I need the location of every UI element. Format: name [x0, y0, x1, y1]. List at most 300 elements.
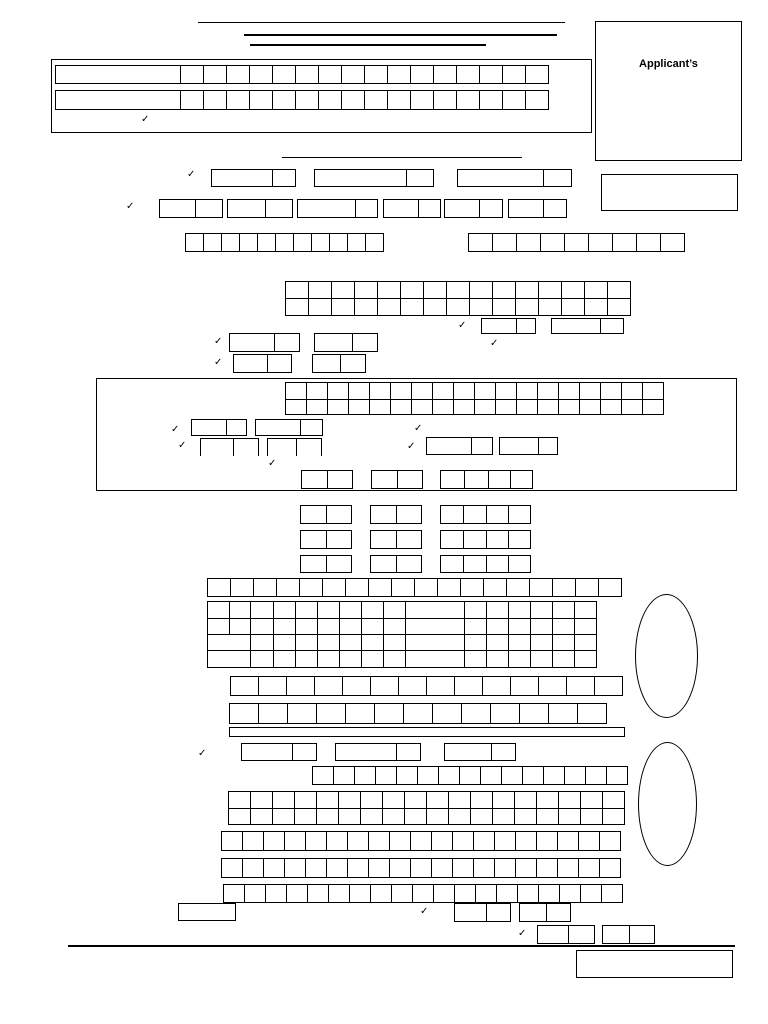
entry-cell[interactable] — [263, 831, 285, 851]
entry-cell[interactable] — [361, 634, 384, 651]
entry-cell[interactable] — [286, 884, 308, 903]
field-group[interactable] — [255, 419, 322, 436]
entry-cell[interactable] — [272, 808, 295, 825]
entry-cell[interactable] — [412, 884, 434, 903]
entry-cell[interactable] — [516, 399, 538, 415]
entry-cell[interactable] — [272, 65, 296, 84]
entry-cell[interactable] — [410, 65, 434, 84]
entry-cell[interactable] — [375, 766, 397, 785]
entry-cell[interactable] — [295, 601, 318, 619]
entry-cell[interactable] — [229, 333, 275, 352]
entry-cell[interactable] — [574, 618, 597, 635]
date-group[interactable] — [227, 199, 292, 218]
entry-cell[interactable] — [432, 399, 454, 415]
entry-cell[interactable] — [492, 808, 515, 825]
year-group[interactable] — [440, 530, 530, 549]
entry-cell[interactable] — [546, 903, 571, 922]
date-group[interactable] — [297, 199, 377, 218]
entry-cell[interactable] — [382, 808, 405, 825]
entry-cell[interactable] — [457, 169, 544, 187]
entry-cell[interactable] — [423, 281, 447, 299]
entry-cell[interactable] — [203, 90, 227, 110]
entry-cell[interactable] — [564, 233, 589, 252]
entry-cell[interactable] — [55, 65, 181, 84]
entry-cell[interactable] — [326, 555, 352, 573]
entry-cell[interactable] — [468, 233, 493, 252]
entry-cell[interactable] — [495, 382, 517, 400]
cell-row[interactable] — [468, 233, 684, 252]
field-group[interactable] — [191, 419, 246, 436]
entry-cell[interactable] — [486, 903, 511, 922]
entry-cell[interactable] — [515, 858, 537, 878]
field-group[interactable] — [537, 925, 594, 944]
entry-cell[interactable] — [452, 858, 474, 878]
entry-cell[interactable] — [294, 808, 317, 825]
entry-cell[interactable] — [516, 233, 541, 252]
entry-cell[interactable] — [433, 884, 455, 903]
entry-cell[interactable] — [431, 831, 453, 851]
entry-cell[interactable] — [538, 437, 558, 455]
entry-cell[interactable] — [398, 676, 427, 696]
entry-cell[interactable] — [480, 766, 502, 785]
cell-row[interactable] — [223, 884, 622, 903]
entry-cell[interactable] — [265, 199, 293, 218]
open-field-group[interactable] — [200, 438, 258, 456]
entry-cell[interactable] — [383, 199, 419, 218]
entry-cell[interactable] — [397, 470, 423, 489]
entry-cell[interactable] — [239, 233, 258, 252]
field-group[interactable] — [229, 333, 299, 352]
entry-cell[interactable] — [495, 399, 517, 415]
entry-cell[interactable] — [508, 634, 531, 651]
entry-cell[interactable] — [561, 298, 585, 316]
cell-row[interactable] — [285, 281, 630, 299]
entry-cell[interactable] — [474, 399, 496, 415]
entry-cell[interactable] — [295, 634, 318, 651]
entry-cell[interactable] — [464, 470, 489, 489]
entry-cell[interactable] — [486, 634, 509, 651]
entry-cell[interactable] — [446, 298, 470, 316]
entry-cell[interactable] — [601, 884, 623, 903]
date-group[interactable] — [370, 530, 421, 549]
entry-cell[interactable] — [314, 676, 343, 696]
entry-cell[interactable] — [383, 634, 406, 651]
entry-cell[interactable] — [607, 281, 631, 299]
entry-cell[interactable] — [525, 90, 549, 110]
date-group[interactable] — [370, 505, 421, 524]
entry-cell[interactable] — [459, 766, 481, 785]
entry-cell[interactable] — [242, 858, 264, 878]
entry-cell[interactable] — [314, 333, 353, 352]
address-row-3[interactable] — [207, 634, 596, 651]
entry-cell[interactable] — [460, 578, 484, 597]
entry-cell[interactable] — [387, 65, 411, 84]
entry-cell[interactable] — [295, 618, 318, 635]
entry-cell[interactable] — [265, 884, 287, 903]
entry-cell[interactable] — [339, 650, 362, 668]
entry-cell[interactable] — [404, 791, 427, 809]
entry-cell[interactable] — [354, 298, 378, 316]
entry-cell[interactable] — [538, 281, 562, 299]
entry-cell[interactable] — [566, 676, 595, 696]
entry-cell[interactable] — [207, 578, 231, 597]
entry-cell[interactable] — [508, 530, 531, 549]
entry-cell[interactable] — [433, 90, 457, 110]
date-group[interactable] — [383, 199, 440, 218]
entry-cell[interactable] — [365, 233, 384, 252]
entry-cell[interactable] — [642, 382, 664, 400]
entry-cell[interactable] — [517, 884, 539, 903]
entry-cell[interactable] — [568, 925, 595, 944]
entry-cell[interactable] — [229, 703, 259, 724]
entry-cell[interactable] — [538, 298, 562, 316]
entry-cell[interactable] — [536, 791, 559, 809]
entry-cell[interactable] — [492, 281, 516, 299]
entry-cell[interactable] — [257, 233, 276, 252]
entry-cell[interactable] — [347, 858, 369, 878]
entry-cell[interactable] — [295, 65, 319, 84]
entry-cell[interactable] — [536, 808, 559, 825]
entry-cell[interactable] — [599, 831, 621, 851]
entry-cell[interactable] — [355, 199, 378, 218]
entry-cell[interactable] — [354, 766, 376, 785]
address-row-4[interactable] — [207, 650, 596, 668]
entry-cell[interactable] — [491, 743, 516, 761]
entry-cell[interactable] — [426, 791, 449, 809]
entry-cell[interactable] — [328, 884, 350, 903]
cell-row[interactable] — [285, 298, 630, 316]
entry-cell[interactable] — [543, 766, 565, 785]
date-group[interactable] — [370, 555, 421, 573]
field-group[interactable] — [335, 743, 420, 761]
entry-cell[interactable] — [492, 233, 517, 252]
entry-cell[interactable] — [437, 578, 461, 597]
entry-cell[interactable] — [502, 65, 526, 84]
entry-cell[interactable] — [391, 884, 413, 903]
entry-cell[interactable] — [580, 791, 603, 809]
entry-cell[interactable] — [207, 634, 251, 651]
entry-cell[interactable] — [339, 601, 362, 619]
entry-cell[interactable] — [538, 884, 560, 903]
field-group[interactable] — [551, 318, 623, 334]
entry-cell[interactable] — [552, 578, 576, 597]
cell-row[interactable] — [207, 578, 621, 597]
entry-cell[interactable] — [316, 808, 339, 825]
entry-cell[interactable] — [317, 601, 340, 619]
entry-cell[interactable] — [431, 858, 453, 878]
entry-cell[interactable] — [548, 703, 578, 724]
entry-cell[interactable] — [390, 382, 412, 400]
entry-cell[interactable] — [454, 884, 476, 903]
entry-cell[interactable] — [558, 791, 581, 809]
entry-cell[interactable] — [486, 555, 509, 573]
entry-cell[interactable] — [404, 808, 427, 825]
entry-cell[interactable] — [249, 90, 273, 110]
entry-cell[interactable] — [180, 65, 204, 84]
entry-cell[interactable] — [552, 618, 575, 635]
entry-cell[interactable] — [229, 618, 251, 635]
entry-cell[interactable] — [621, 382, 643, 400]
field-group[interactable] — [481, 318, 535, 334]
entry-cell[interactable] — [494, 831, 516, 851]
entry-cell[interactable] — [410, 90, 434, 110]
entry-cell[interactable] — [221, 233, 240, 252]
entry-cell[interactable] — [488, 470, 511, 489]
entry-cell[interactable] — [464, 601, 487, 619]
entry-cell[interactable] — [396, 555, 422, 573]
entry-cell[interactable] — [300, 555, 327, 573]
entry-cell[interactable] — [475, 884, 497, 903]
entry-cell[interactable] — [327, 399, 349, 415]
entry-cell[interactable] — [406, 169, 434, 187]
entry-cell[interactable] — [621, 399, 643, 415]
entry-cell[interactable] — [292, 743, 317, 761]
field-group[interactable] — [233, 354, 291, 373]
entry-cell[interactable] — [308, 298, 332, 316]
entry-cell[interactable] — [574, 634, 597, 651]
entry-cell[interactable] — [317, 618, 340, 635]
entry-cell[interactable] — [370, 530, 397, 549]
entry-cell[interactable] — [339, 634, 362, 651]
year-group[interactable] — [440, 555, 530, 573]
entry-cell[interactable] — [444, 199, 480, 218]
entry-cell[interactable] — [464, 650, 487, 668]
entry-cell[interactable] — [300, 530, 327, 549]
entry-cell[interactable] — [530, 650, 553, 668]
date-group[interactable] — [301, 470, 352, 489]
entry-cell[interactable] — [305, 831, 327, 851]
entry-cell[interactable] — [579, 399, 601, 415]
entry-cell[interactable] — [314, 169, 407, 187]
entry-cell[interactable] — [452, 831, 474, 851]
cell-row[interactable] — [229, 703, 606, 724]
entry-cell[interactable] — [354, 281, 378, 299]
entry-cell[interactable] — [440, 555, 464, 573]
entry-cell[interactable] — [453, 399, 475, 415]
entry-cell[interactable] — [272, 791, 295, 809]
entry-cell[interactable] — [486, 601, 509, 619]
entry-cell[interactable] — [456, 65, 480, 84]
entry-cell[interactable] — [383, 601, 406, 619]
entry-cell[interactable] — [322, 578, 346, 597]
entry-cell[interactable] — [180, 90, 204, 110]
entry-cell[interactable] — [333, 766, 355, 785]
entry-cell[interactable] — [348, 399, 370, 415]
entry-cell[interactable] — [474, 382, 496, 400]
entry-cell[interactable] — [341, 65, 365, 84]
entry-cell[interactable] — [598, 578, 622, 597]
entry-cell[interactable] — [486, 650, 509, 668]
entry-cell[interactable] — [636, 233, 661, 252]
footer-box[interactable] — [576, 950, 733, 978]
entry-cell[interactable] — [607, 298, 631, 316]
entry-cell[interactable] — [492, 298, 516, 316]
entry-cell[interactable] — [519, 903, 547, 922]
entry-cell[interactable] — [317, 634, 340, 651]
entry-cell[interactable] — [602, 925, 630, 944]
entry-cell[interactable] — [317, 650, 340, 668]
entry-cell[interactable] — [440, 505, 464, 524]
entry-cell[interactable] — [226, 90, 250, 110]
entry-cell[interactable] — [274, 333, 300, 352]
date-group[interactable] — [444, 199, 502, 218]
entry-cell[interactable] — [494, 858, 516, 878]
entry-cell[interactable] — [506, 578, 530, 597]
entry-cell[interactable] — [516, 318, 536, 334]
entry-cell[interactable] — [352, 333, 378, 352]
entry-cell[interactable] — [537, 925, 569, 944]
entry-cell[interactable] — [403, 703, 433, 724]
entry-cell[interactable] — [368, 858, 390, 878]
entry-cell[interactable] — [327, 382, 349, 400]
entry-cell[interactable] — [540, 233, 565, 252]
entry-cell[interactable] — [473, 858, 495, 878]
entry-cell[interactable] — [284, 831, 306, 851]
entry-cell[interactable] — [481, 318, 517, 334]
entry-cell[interactable] — [453, 382, 475, 400]
entry-cell[interactable] — [463, 505, 487, 524]
year-group[interactable] — [440, 470, 532, 489]
field-group[interactable] — [602, 925, 654, 944]
entry-cell[interactable] — [440, 530, 464, 549]
entry-cell[interactable] — [311, 233, 330, 252]
entry-cell[interactable] — [195, 199, 223, 218]
entry-cell[interactable] — [250, 791, 273, 809]
entry-cell[interactable] — [370, 555, 397, 573]
entry-cell[interactable] — [543, 199, 567, 218]
entry-cell[interactable] — [405, 650, 465, 668]
entry-cell[interactable] — [203, 233, 222, 252]
entry-cell[interactable] — [241, 743, 293, 761]
cell-row[interactable] — [230, 676, 622, 696]
entry-cell[interactable] — [602, 808, 625, 825]
entry-cell[interactable] — [564, 766, 586, 785]
entry-cell[interactable] — [516, 382, 538, 400]
entry-cell[interactable] — [242, 831, 264, 851]
entry-cell[interactable] — [255, 419, 301, 436]
entry-cell[interactable] — [286, 676, 315, 696]
entry-cell[interactable] — [185, 233, 204, 252]
entry-cell[interactable] — [326, 505, 352, 524]
entry-cell[interactable] — [250, 618, 274, 635]
entry-cell[interactable] — [360, 808, 383, 825]
entry-cell[interactable] — [551, 318, 601, 334]
entry-cell[interactable] — [306, 399, 328, 415]
entry-cell[interactable] — [228, 791, 251, 809]
entry-cell[interactable] — [370, 676, 399, 696]
entry-cell[interactable] — [244, 884, 266, 903]
field-group[interactable] — [457, 169, 571, 187]
entry-cell[interactable] — [479, 90, 503, 110]
entry-cell[interactable] — [318, 65, 342, 84]
registration-row-1[interactable] — [55, 65, 548, 84]
entry-cell[interactable] — [250, 634, 274, 651]
entry-cell[interactable] — [600, 382, 622, 400]
entry-cell[interactable] — [552, 601, 575, 619]
entry-cell[interactable] — [300, 505, 327, 524]
entry-cell[interactable] — [361, 618, 384, 635]
entry-cell[interactable] — [482, 676, 511, 696]
entry-cell[interactable] — [578, 831, 600, 851]
entry-cell[interactable] — [461, 703, 491, 724]
entry-cell[interactable] — [417, 766, 439, 785]
entry-cell[interactable] — [226, 419, 247, 436]
entry-cell[interactable] — [230, 676, 259, 696]
entry-cell[interactable] — [600, 399, 622, 415]
field-group[interactable] — [314, 169, 433, 187]
entry-cell[interactable] — [369, 382, 391, 400]
entry-cell[interactable] — [492, 791, 515, 809]
entry-cell[interactable] — [536, 858, 558, 878]
entry-cell[interactable] — [228, 808, 251, 825]
entry-cell[interactable] — [258, 676, 287, 696]
entry-cell[interactable] — [331, 281, 355, 299]
address-row-2[interactable] — [207, 618, 596, 635]
entry-cell[interactable] — [529, 578, 553, 597]
entry-cell[interactable] — [561, 281, 585, 299]
entry-cell[interactable] — [580, 884, 602, 903]
cell-row[interactable] — [285, 399, 663, 415]
entry-cell[interactable] — [347, 831, 369, 851]
entry-cell[interactable] — [223, 884, 245, 903]
entry-cell[interactable] — [250, 601, 274, 619]
entry-cell[interactable] — [301, 470, 328, 489]
entry-cell[interactable] — [400, 298, 424, 316]
cell-row[interactable] — [221, 831, 620, 851]
entry-cell[interactable] — [221, 831, 243, 851]
entry-cell[interactable] — [293, 233, 312, 252]
entry-cell[interactable] — [305, 858, 327, 878]
entry-cell[interactable] — [499, 437, 539, 455]
entry-cell[interactable] — [432, 703, 462, 724]
entry-cell[interactable] — [263, 858, 285, 878]
entry-cell[interactable] — [454, 903, 487, 922]
entry-cell[interactable] — [396, 766, 418, 785]
entry-cell[interactable] — [515, 831, 537, 851]
entry-cell[interactable] — [448, 808, 471, 825]
entry-cell[interactable] — [364, 90, 388, 110]
cell-row[interactable] — [185, 233, 383, 252]
cell-row[interactable] — [228, 791, 624, 809]
date-group[interactable] — [508, 199, 566, 218]
entry-cell[interactable] — [599, 858, 621, 878]
entry-cell[interactable] — [316, 791, 339, 809]
entry-cell[interactable] — [396, 743, 421, 761]
entry-cell[interactable] — [530, 601, 553, 619]
field-group[interactable] — [314, 333, 377, 352]
entry-cell[interactable] — [203, 65, 227, 84]
entry-cell[interactable] — [496, 884, 518, 903]
entry-cell[interactable] — [312, 766, 334, 785]
entry-cell[interactable] — [207, 618, 230, 635]
entry-cell[interactable] — [306, 382, 328, 400]
entry-cell[interactable] — [552, 650, 575, 668]
entry-cell[interactable] — [574, 650, 597, 668]
entry-cell[interactable] — [463, 530, 487, 549]
entry-cell[interactable] — [338, 791, 361, 809]
entry-cell[interactable] — [602, 791, 625, 809]
entry-cell[interactable] — [642, 399, 664, 415]
entry-cell[interactable] — [316, 703, 346, 724]
entry-cell[interactable] — [519, 703, 549, 724]
entry-cell[interactable] — [258, 703, 288, 724]
entry-cell[interactable] — [580, 808, 603, 825]
entry-cell[interactable] — [349, 884, 371, 903]
entry-cell[interactable] — [537, 382, 559, 400]
entry-cell[interactable] — [229, 601, 251, 619]
entry-cell[interactable] — [410, 858, 432, 878]
entry-cell[interactable] — [479, 199, 503, 218]
